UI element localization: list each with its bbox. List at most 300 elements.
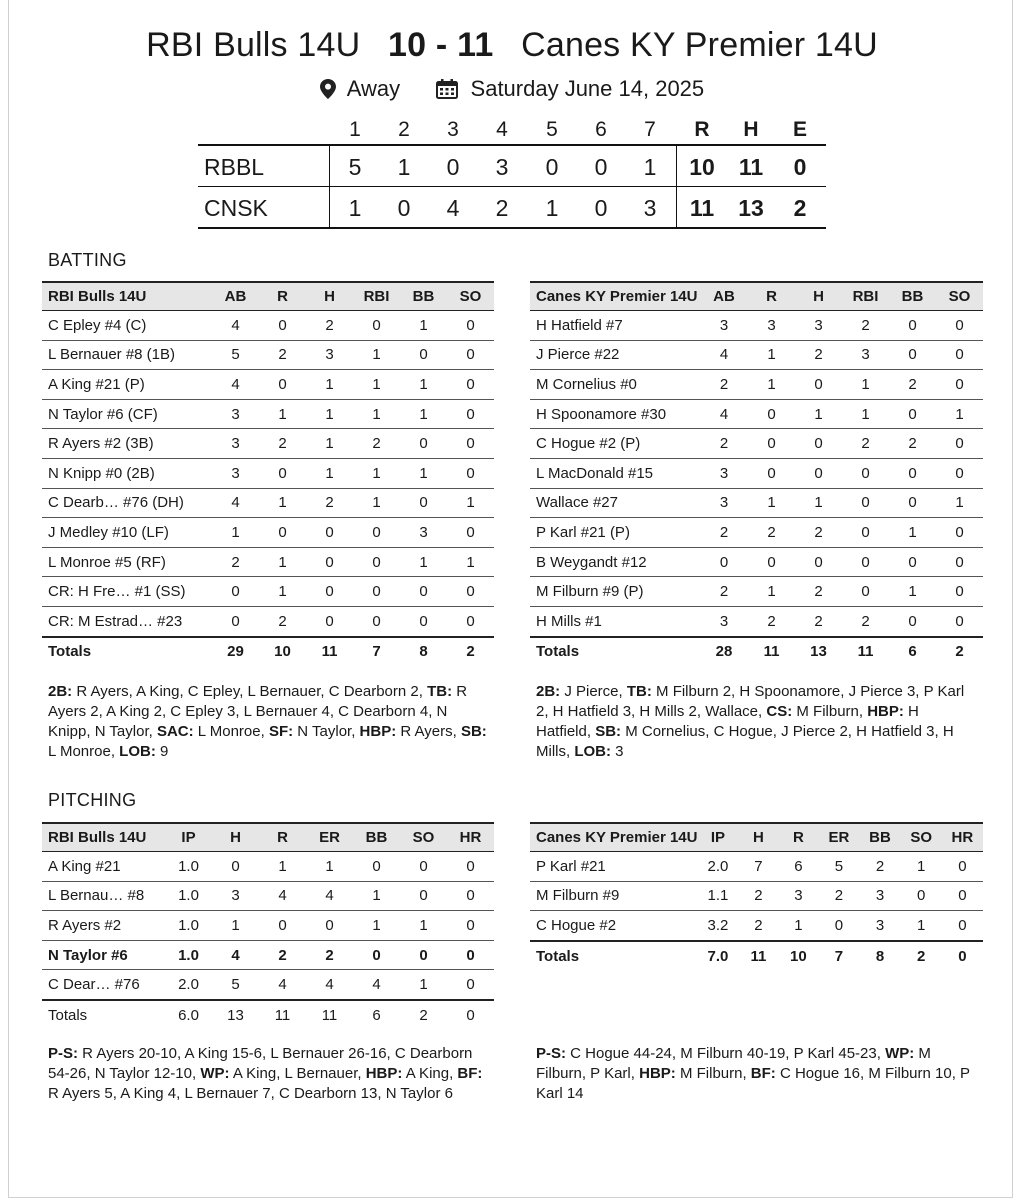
table-row [530,911,983,941]
player-name: R Ayers #2 [42,911,165,941]
stat-cell: 1 [259,547,306,577]
player-name: CR: H Fre… #1 (SS) [42,577,212,607]
stat-cell: 0 [259,311,306,341]
col-header: BB [353,823,400,852]
col-header: RBI [353,282,400,311]
col-header: R [259,282,306,311]
stat-cell: 0 [889,399,936,429]
stat-cell: 0 [889,606,936,636]
team-header: RBI Bulls 14U [42,282,212,311]
table-row [42,488,494,518]
stat-cell: 3 [400,518,447,548]
stat-cell: 0 [353,940,400,970]
stat-cell: 0 [447,370,494,400]
inning-score: 0 [446,154,460,180]
stat-cell: 1 [936,399,983,429]
stat-cell: 0 [400,488,447,518]
stat-cell: 1 [400,547,447,577]
col-header: H [795,282,842,311]
stat-cell: 1 [353,399,400,429]
note-value: A King, [402,1065,458,1082]
note-value: R Ayers, [396,723,461,740]
col-header: R [259,823,306,852]
table-row [42,852,494,882]
stat-cell: 0 [447,340,494,370]
total-hits: 13 [738,195,764,221]
stat-cell: 2 [259,606,306,636]
col-header: ER [818,823,859,852]
note-key: TB: [626,683,652,700]
stat-cell: 0 [942,911,983,941]
player-name: C Hogue #2 (P) [530,429,700,459]
table-row [42,911,494,941]
stat-cell: 0 [212,606,259,636]
stat-cell: 0 [447,1000,494,1030]
note-value: M Cornelius, C Hogue, J Pierce 2, H Hatfield 3, H Mills, [536,723,954,760]
totals-label: Totals [42,637,212,667]
stat-cell: 2 [859,852,900,882]
note-key: BF: [457,1065,483,1082]
note-value: M Filburn, [675,1065,751,1082]
table-row [530,399,983,429]
stat-cell: 1 [400,311,447,341]
stat-cell: 0 [889,488,936,518]
stat-cell: 5 [818,852,859,882]
inning-score: 1 [643,154,657,180]
player-name: C Hogue #2 [530,911,697,941]
total-errors: 0 [793,154,807,180]
note-value: 3 [611,743,624,760]
team-abbr: RBBL [204,154,265,180]
stat-cell: 1 [400,370,447,400]
inning-header: 7 [644,118,656,141]
stat-cell: 0 [936,370,983,400]
note-value: R Ayers 2, A King 2, C Epley 3, L Bernauer 4, C Dearborn 4, N Knipp, N Taylor, [48,683,468,740]
stat-cell: 0 [400,577,447,607]
table-row [42,940,494,970]
stat-cell: 11 [306,1000,353,1030]
stat-cell: 1 [901,852,942,882]
stat-cell: 2.0 [697,852,738,882]
note-value: C Hogue 44-24, M Filburn 40-19, P Karl 45-23, [566,1045,886,1062]
stat-cell: 1 [353,881,400,911]
calendar-icon [436,76,470,101]
stat-cell: 0 [353,606,400,636]
stat-cell: 0 [942,881,983,911]
player-name: H Hatfield #7 [530,311,700,341]
col-header: R [748,282,795,311]
stat-cell: 3 [859,881,900,911]
game-date: Saturday June 14, 2025 [470,76,705,101]
pitching-notes-away [48,1044,488,1104]
inning-score: 1 [348,195,362,221]
stat-cell: 0 [842,547,889,577]
player-name: L Bernauer #8 (1B) [42,340,212,370]
stat-cell: 3 [859,911,900,941]
stat-cell: 2 [795,577,842,607]
stat-cell: 3 [748,311,795,341]
stat-cell: 1 [306,852,353,882]
note-key: SAC: [156,723,194,740]
player-name: M Filburn #9 (P) [530,577,700,607]
stat-cell: 7 [818,941,859,971]
stat-cell: 0 [936,340,983,370]
inning-header: 5 [546,118,558,141]
stat-cell: 1 [778,911,818,941]
col-header: SO [936,282,983,311]
batting-table-away [42,281,494,666]
stat-cell: 10 [778,941,818,971]
errors-header: E [792,118,807,141]
table-row [42,311,494,341]
stat-cell: 0 [447,577,494,607]
table-row [530,340,983,370]
stat-cell: 0 [447,606,494,636]
total-hits: 11 [738,154,764,180]
stat-cell: 1 [353,458,400,488]
stat-cell: 2 [842,311,889,341]
note-key: WP: [885,1045,915,1062]
player-name: N Taylor #6 [42,940,165,970]
stat-cell: 0 [259,370,306,400]
note-value: M Filburn 2, H Spoonamore, J Pierce 3, P Karl 2, H Hatfield 3, H Mills 2, Wallace, [536,683,965,720]
location-label: Away [346,76,401,101]
stat-cell: 3 [700,488,748,518]
stat-cell: 2 [306,940,353,970]
totals-row [42,637,494,667]
stat-cell: 4 [212,488,259,518]
stat-cell: 6 [889,637,936,667]
stat-cell: 0 [259,911,306,941]
stat-cell: 2 [936,637,983,667]
total-errors: 2 [793,195,807,221]
inning-score: 1 [397,154,411,180]
table-row [530,429,983,459]
col-header: SO [447,282,494,311]
stat-cell: 6 [778,852,818,882]
inning-header: 1 [349,118,361,141]
stat-cell: 2 [889,429,936,459]
stat-cell: 2 [700,370,748,400]
stat-cell: 0 [212,577,259,607]
stat-cell: 2 [795,340,842,370]
stat-cell: 2 [353,429,400,459]
stat-cell: 2 [901,941,942,971]
inning-score: 0 [545,154,559,180]
note-key: HBP: [365,1065,403,1082]
stat-cell: 0 [842,518,889,548]
inning-score: 0 [594,154,608,180]
col-header: AB [212,282,259,311]
stat-cell: 0 [400,940,447,970]
stat-cell: 0 [795,547,842,577]
stat-cell: 1 [842,399,889,429]
col-header: BB [859,823,900,852]
total-runs: 10 [689,154,715,180]
stat-cell: 3 [212,429,259,459]
stat-cell: 1 [889,518,936,548]
stat-cell: 3 [212,458,259,488]
stat-cell: 5 [212,340,259,370]
team-header: RBI Bulls 14U [42,823,165,852]
stat-cell: 11 [259,1000,306,1030]
stat-cell: 0 [936,458,983,488]
stat-cell: 0 [400,852,447,882]
col-header: HR [447,823,494,852]
player-name: B Weygandt #12 [530,547,700,577]
stat-cell: 0 [748,399,795,429]
stat-cell: 2 [738,881,778,911]
stat-cell: 2 [259,429,306,459]
stat-cell: 4 [306,881,353,911]
stat-cell: 11 [842,637,889,667]
stat-cell: 2 [259,340,306,370]
pitching-section-title: PITCHING [48,790,137,810]
table-row [530,852,983,882]
table-row [530,488,983,518]
totals-row [530,941,983,971]
stat-cell: 1 [400,970,447,1000]
table-row [42,518,494,548]
away-team-name: RBI Bulls 14U [146,26,361,64]
stat-cell: 0 [400,429,447,459]
player-name: P Karl #21 [530,852,697,882]
stat-cell: 13 [212,1000,259,1030]
stat-cell: 0 [306,911,353,941]
player-name: P Karl #21 (P) [530,518,700,548]
stat-cell: 1 [748,340,795,370]
col-header: IP [165,823,212,852]
stat-cell: 1 [212,518,259,548]
stat-cell: 2 [306,311,353,341]
stat-cell: 2 [212,547,259,577]
player-name: A King #21 (P) [42,370,212,400]
stat-cell: 1 [306,458,353,488]
pitching-header-row [42,823,494,852]
stat-cell: 11 [748,637,795,667]
col-header: SO [901,823,942,852]
stat-cell: 2.0 [165,970,212,1000]
note-value: M Filburn, P Karl, [536,1045,931,1082]
stat-cell: 2 [700,518,748,548]
stat-cell: 2 [889,370,936,400]
col-header: BB [889,282,936,311]
stat-cell: 2 [748,606,795,636]
note-value: 9 [155,743,169,760]
stat-cell: 0 [447,852,494,882]
stat-cell: 0 [447,311,494,341]
line-score-row-away [198,146,826,186]
stat-cell: 2 [795,606,842,636]
table-row [530,518,983,548]
stat-cell: 0 [889,311,936,341]
stat-cell: 1 [353,488,400,518]
stat-cell: 0 [447,399,494,429]
stat-cell: 2 [842,429,889,459]
stat-cell: 0 [942,852,983,882]
batting-notes-home [536,682,976,762]
stat-cell: 0 [353,547,400,577]
stat-cell: 5 [212,970,259,1000]
stat-cell: 0 [889,458,936,488]
stat-cell: 1 [353,370,400,400]
stat-cell: 0 [447,970,494,1000]
stat-cell: 1 [259,488,306,518]
player-name: CR: M Estrad… #23 [42,606,212,636]
stat-cell: 0 [936,311,983,341]
stat-cell: 0 [818,911,859,941]
player-name: H Mills #1 [530,606,700,636]
stat-cell: 0 [400,340,447,370]
inning-header: 6 [595,118,607,141]
note-value: L Monroe, [193,723,269,740]
totals-label: Totals [42,1000,165,1030]
table-row [42,458,494,488]
table-row [42,547,494,577]
stat-cell: 2 [306,488,353,518]
stat-cell: 0 [353,577,400,607]
team-header: Canes KY Premier 14U [530,823,697,852]
inning-score: 0 [397,195,411,221]
batting-header-row [42,282,494,311]
stat-cell: 1 [259,852,306,882]
stat-cell: 1.0 [165,940,212,970]
note-value: A King, L Bernauer, [229,1065,366,1082]
pitching-notes-home [536,1044,976,1104]
inning-score: 3 [495,154,509,180]
stat-cell: 0 [400,881,447,911]
stat-cell: 1 [400,458,447,488]
stat-cell: 4 [212,940,259,970]
game-meta [0,76,1024,102]
team-header: Canes KY Premier 14U [530,282,700,311]
inning-score: 0 [594,195,608,221]
stat-cell: 1 [748,370,795,400]
stat-cell: 28 [700,637,748,667]
note-value: R Ayers, A King, C Epley, L Bernauer, C Dearborn 2, [72,683,428,700]
line-score-header [198,116,826,144]
stat-cell: 2 [400,1000,447,1030]
stat-cell: 0 [447,429,494,459]
note-key: P-S: [48,1045,78,1062]
note-key: TB: [427,683,453,700]
stat-cell: 2 [842,606,889,636]
col-header: SO [400,823,447,852]
stat-cell: 0 [889,547,936,577]
pitching-header-row [530,823,983,852]
note-key: BF: [750,1065,776,1082]
game-title [0,26,1024,65]
col-header: H [212,823,259,852]
stat-cell: 11 [306,637,353,667]
note-key: SB: [595,723,622,740]
stat-cell: 0 [447,518,494,548]
stat-cell: 1 [306,370,353,400]
table-row [42,370,494,400]
stat-cell: 1.0 [165,852,212,882]
line-score-table [198,144,826,229]
table-row [530,458,983,488]
stat-cell: 0 [748,429,795,459]
player-name: J Medley #10 (LF) [42,518,212,548]
table-row [530,577,983,607]
stat-cell: 0 [306,606,353,636]
stat-cell: 1 [400,399,447,429]
player-name: L MacDonald #15 [530,458,700,488]
totals-row [42,1000,494,1030]
stat-cell: 1 [400,911,447,941]
batting-notes-away [48,682,488,762]
stat-cell: 4 [306,970,353,1000]
stat-cell: 2 [818,881,859,911]
note-key: 2B: [536,683,561,700]
table-row [42,606,494,636]
note-key: HBP: [359,723,397,740]
col-header: BB [400,282,447,311]
table-row [530,606,983,636]
stat-cell: 1 [936,488,983,518]
hits-header: H [743,118,759,141]
final-score: 10 - 11 [388,26,494,64]
stat-cell: 2 [700,429,748,459]
player-name: L Bernau… #8 [42,881,165,911]
stat-cell: 13 [795,637,842,667]
note-value: N Taylor, [293,723,360,740]
stat-cell: 0 [936,518,983,548]
totals-label: Totals [530,941,697,971]
stat-cell: 0 [936,429,983,459]
note-key: SB: [460,723,487,740]
stat-cell: 2 [795,518,842,548]
stat-cell: 0 [889,340,936,370]
note-key: HBP: [639,1065,676,1082]
pitching-table-away [42,822,494,1030]
stat-cell: 6 [353,1000,400,1030]
totals-label: Totals [530,637,700,667]
stat-cell: 4 [700,340,748,370]
table-row [42,577,494,607]
player-name: C Dearb… #76 (DH) [42,488,212,518]
note-key: P-S: [536,1045,566,1062]
stat-cell: 1 [748,577,795,607]
col-header: H [306,282,353,311]
stat-cell: 1 [306,399,353,429]
stat-cell: 1 [306,429,353,459]
inning-score: 4 [446,195,460,221]
note-key: WP: [200,1065,230,1082]
runs-header: R [694,118,710,141]
stat-cell: 1 [748,488,795,518]
col-header: R [778,823,818,852]
stat-cell: 11 [738,941,778,971]
pitching-table-home [530,822,983,970]
stat-cell: 8 [859,941,900,971]
batting-header-row [530,282,983,311]
stat-cell: 1 [447,547,494,577]
stat-cell: 3 [212,399,259,429]
stat-cell: 1 [259,399,306,429]
stat-cell: 1 [795,399,842,429]
stat-cell: 3 [795,311,842,341]
line-score [198,116,826,229]
stat-cell: 0 [795,458,842,488]
stat-cell: 1 [795,488,842,518]
batting-table-home [530,281,983,666]
inning-score: 1 [545,195,559,221]
stat-cell: 1 [353,911,400,941]
stat-cell: 4 [353,970,400,1000]
stat-cell: 4 [700,399,748,429]
